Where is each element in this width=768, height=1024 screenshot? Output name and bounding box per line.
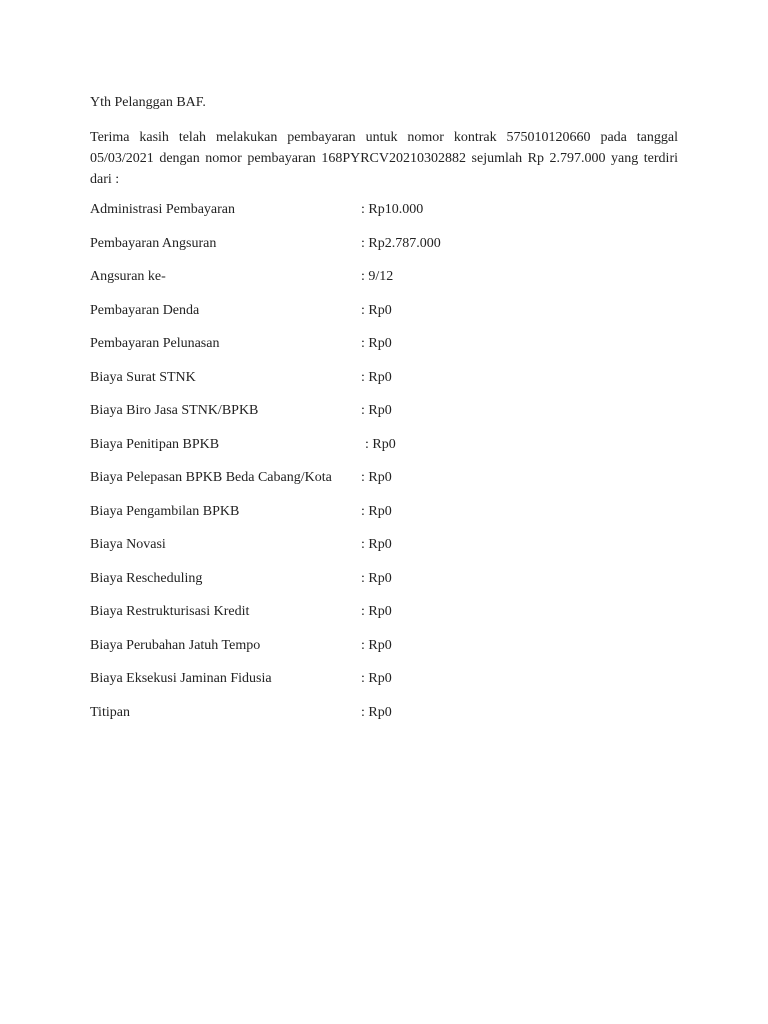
item-label: Pembayaran Angsuran bbox=[90, 235, 217, 251]
item-label: Biaya Pengambilan BPKB bbox=[90, 503, 240, 519]
list-item bbox=[90, 436, 690, 470]
item-value: : Rp2.787.000 bbox=[361, 235, 441, 251]
item-label: Biaya Rescheduling bbox=[90, 570, 203, 586]
item-label: Biaya Novasi bbox=[90, 537, 166, 552]
item-label: Administrasi Pembayaran bbox=[90, 202, 236, 217]
greeting-line: Yth Pelanggan BAF. bbox=[90, 95, 206, 110]
list-item bbox=[90, 335, 690, 369]
item-value: : Rp0 bbox=[361, 336, 392, 351]
item-label: Biaya Surat STNK bbox=[90, 369, 196, 385]
item-label: Biaya Pelepasan BPKB Beda Cabang/Kota bbox=[90, 470, 332, 485]
item-label: Pembayaran Denda bbox=[90, 302, 200, 318]
item-label: Biaya Perubahan Jatuh Tempo bbox=[90, 637, 261, 653]
item-value: : Rp0 bbox=[361, 671, 392, 686]
list-item bbox=[90, 637, 690, 671]
list-item bbox=[90, 469, 690, 503]
list-item bbox=[90, 670, 690, 704]
item-value: : Rp0 bbox=[361, 570, 392, 586]
item-value: : Rp0 bbox=[361, 403, 392, 418]
item-value: : Rp0 bbox=[361, 704, 392, 720]
item-label: Biaya Biro Jasa STNK/BPKB bbox=[90, 403, 259, 418]
item-value: : Rp0 bbox=[361, 503, 392, 519]
item-value: : Rp0 bbox=[361, 537, 392, 552]
item-label: Biaya Eksekusi Jaminan Fidusia bbox=[90, 671, 272, 686]
item-value: : Rp0 bbox=[361, 637, 392, 653]
item-label: Biaya Penitipan BPKB bbox=[90, 436, 220, 452]
list-item bbox=[90, 268, 690, 302]
item-value: : Rp0 bbox=[361, 302, 392, 318]
list-item bbox=[90, 570, 690, 604]
item-value: : Rp0 bbox=[361, 604, 392, 619]
list-item bbox=[90, 503, 690, 537]
item-label: Biaya Restrukturisasi Kredit bbox=[90, 604, 250, 619]
intro-paragraph: Terima kasih telah melakukan pembayaran untuk nomor kontrak 575010120660 pada tanggal 05/03/2021 dengan nomor pembayaran 168PYRCV20210302882 sejumlah Rp 2.797.000 yang terdiri dari : bbox=[90, 130, 678, 187]
item-value: : Rp0 bbox=[361, 369, 392, 385]
item-label: Pembayaran Pelunasan bbox=[90, 336, 220, 351]
item-label: Angsuran ke- bbox=[90, 269, 166, 284]
list-item bbox=[90, 704, 690, 738]
item-label: Titipan bbox=[90, 704, 130, 720]
list-item bbox=[90, 201, 690, 235]
item-value: : Rp10.000 bbox=[361, 202, 424, 217]
list-item bbox=[90, 603, 690, 637]
item-value: : Rp0 bbox=[365, 436, 396, 452]
item-value: : 9/12 bbox=[361, 269, 394, 284]
item-value: : Rp0 bbox=[361, 470, 392, 485]
list-item bbox=[90, 302, 690, 336]
list-item bbox=[90, 235, 690, 269]
payment-breakdown-list bbox=[90, 201, 690, 737]
list-item bbox=[90, 536, 690, 570]
list-item bbox=[90, 402, 690, 436]
list-item bbox=[90, 369, 690, 403]
